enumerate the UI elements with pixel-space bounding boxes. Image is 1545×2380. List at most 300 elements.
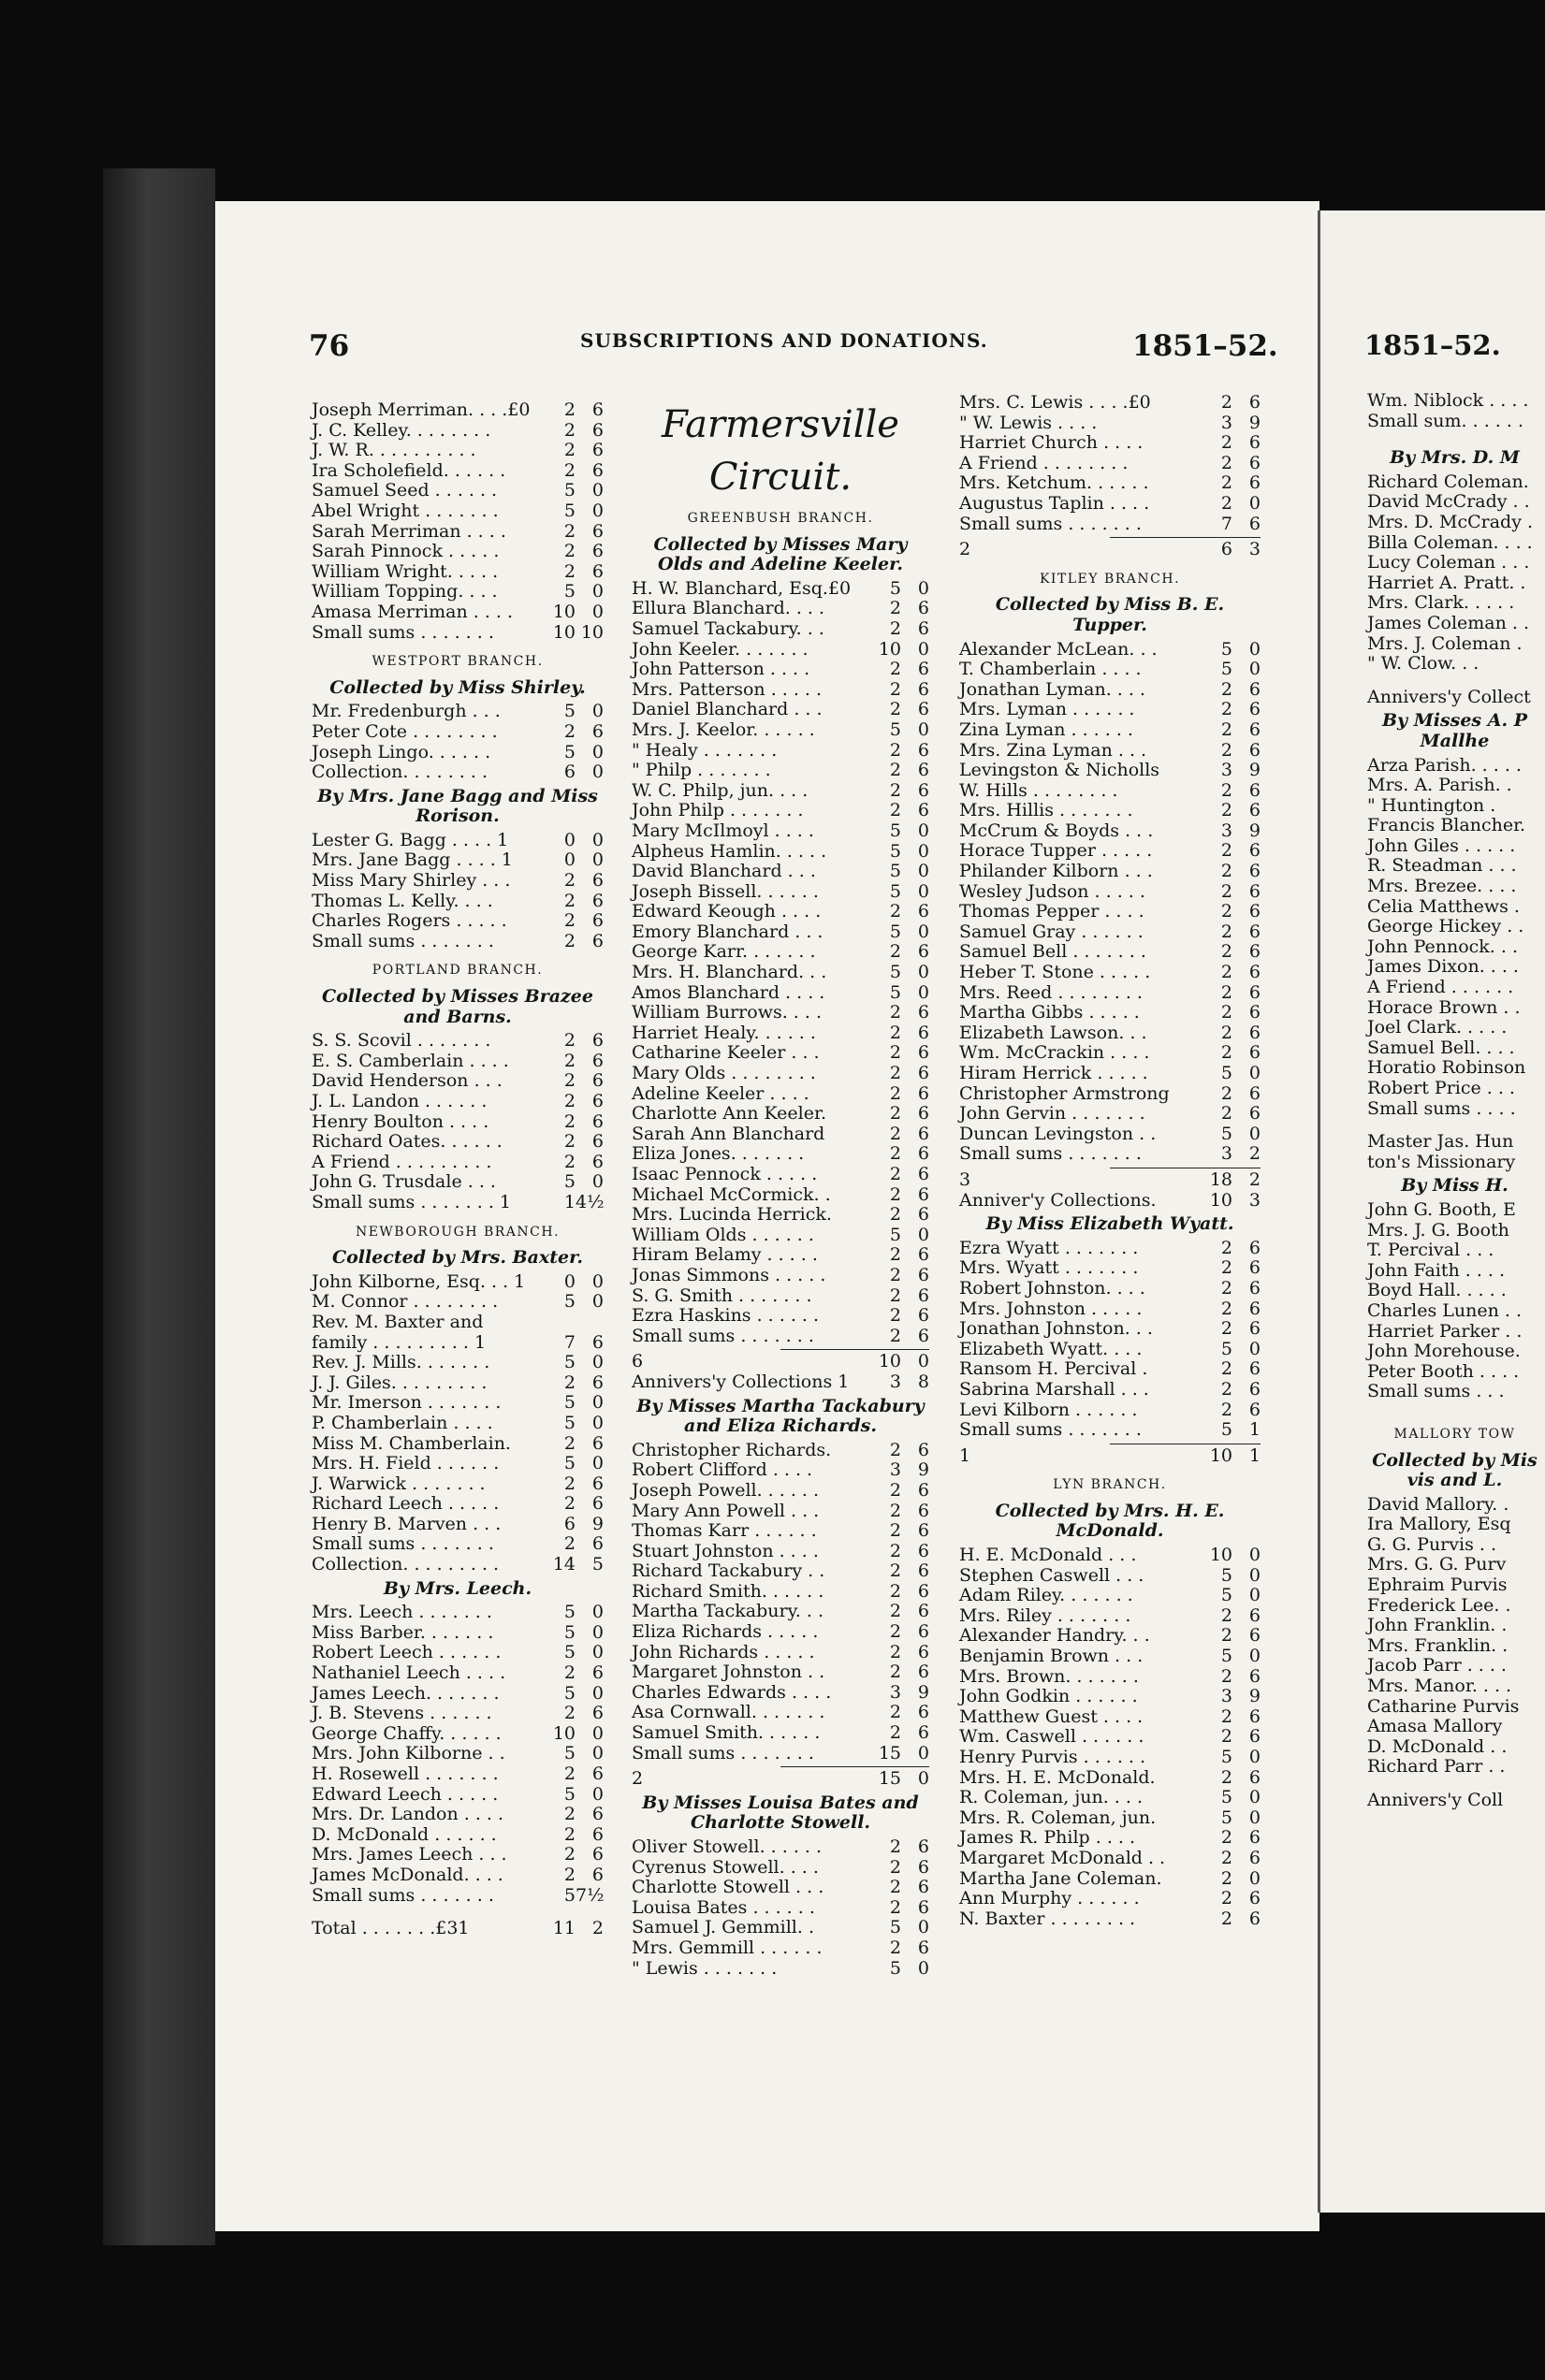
list-item: [1367, 1281, 1542, 1301]
donor-name: Mrs. Jane Bagg . . . . 1: [312, 849, 513, 871]
donor-name: Ira Mallory, Esq: [1367, 1514, 1511, 1535]
amount-pence: 0: [917, 861, 929, 882]
amount-shillings: 2: [889, 1063, 901, 1084]
amount-pence: 6: [591, 1844, 604, 1865]
amount-pence: [1524, 1737, 1542, 1758]
donor-name: McCrum & Boyds . . .: [959, 820, 1154, 841]
amount-shillings: [1507, 1616, 1524, 1636]
amount-pence: 6: [917, 678, 929, 700]
donor-name: Isaac Pennock . . . . .: [632, 1164, 818, 1184]
donor-name: Alexander McLean. . .: [959, 638, 1158, 660]
list-item: [959, 1869, 1261, 1890]
amount-pence: 0: [917, 880, 929, 902]
list-item: [1367, 1058, 1542, 1079]
list-item: [312, 1454, 604, 1474]
list-item: [632, 1602, 929, 1622]
list-item: [312, 850, 604, 871]
donor-name: Small sums . . . . . . .: [632, 1325, 814, 1346]
amount-shillings: 2: [563, 1030, 576, 1052]
list-item: [1367, 1261, 1542, 1282]
amount-pence: 6: [591, 1110, 604, 1132]
amount-shillings: [1486, 654, 1514, 675]
amount-pence: 6: [591, 560, 604, 582]
amount-pence: 6: [917, 659, 929, 680]
amount-pence: 9: [917, 1459, 929, 1481]
donor-name: Boyd Hall. . . . .: [1367, 1280, 1507, 1301]
amount-pence: [1538, 513, 1542, 533]
amount-shillings: [1495, 796, 1519, 817]
amount-shillings: 2: [889, 760, 901, 781]
list-item: [632, 1205, 929, 1226]
list-item: [959, 433, 1261, 454]
collector-line: By Miss H.: [1401, 1175, 1509, 1197]
list-item: [312, 1845, 604, 1865]
amount-shillings: 2: [1220, 1665, 1232, 1687]
list-item: [1367, 688, 1542, 708]
amount-pence: 9: [1248, 412, 1261, 433]
amount-shillings: [1507, 1281, 1524, 1301]
amount-pence: 0: [1248, 638, 1261, 660]
list-item: [312, 1724, 604, 1745]
amount-pence: [1529, 877, 1542, 897]
list-item: [632, 821, 929, 842]
amount-shillings: 3: [889, 1371, 901, 1392]
amount-shillings: [1515, 836, 1528, 857]
collector-line: Collected by Mrs. Baxter.: [331, 1247, 583, 1269]
amount-pence: 0: [591, 741, 604, 762]
amount-pence: 7½: [576, 1884, 605, 1906]
list-item: [1367, 1099, 1542, 1120]
amount-shillings: 2: [889, 1103, 901, 1125]
amount-pence: 6: [917, 1002, 929, 1023]
donor-name: E. S. Camberlain . . . .: [312, 1050, 509, 1071]
list-item: [959, 882, 1261, 903]
amount-pence: [1523, 1382, 1542, 1402]
amount-pence: [1525, 1495, 1542, 1516]
donor-name: John Godkin . . . . . .: [959, 1686, 1138, 1707]
amount-pence: [1524, 1575, 1542, 1596]
amount-pence: 0: [591, 500, 604, 521]
amount-pence: [1523, 1261, 1542, 1282]
amount-pence: 6: [591, 720, 604, 742]
donor-name: Alexander Handry. . .: [959, 1625, 1150, 1647]
amount-shillings: 2: [1220, 901, 1232, 922]
list-item: [632, 1898, 929, 1919]
donor-name: Mrs. C. Lewis . . . .£0: [959, 392, 1151, 413]
amount-pence: 6: [591, 1050, 604, 1071]
donor-name: Joseph Lingo. . . . . .: [312, 741, 491, 762]
amount-pence: 6: [1248, 392, 1261, 413]
donor-name: Heber T. Stone . . . . .: [959, 962, 1151, 983]
donor-name: Mrs. Manor. . . .: [1367, 1676, 1512, 1697]
amount-pence: 6: [591, 870, 604, 892]
amount-pence: 6: [917, 598, 929, 619]
list-item: [959, 1788, 1261, 1808]
amount-pence: 4½: [576, 1191, 605, 1212]
donor-name: Christopher Armstrong: [959, 1082, 1170, 1104]
amount-shillings: 2: [889, 1439, 901, 1460]
donor-name: Stephen Caswell . . .: [959, 1564, 1144, 1586]
list-item: [959, 1359, 1261, 1380]
amount-shillings: 5: [889, 840, 901, 862]
amount-shillings: 5: [889, 718, 901, 740]
donor-name: Thomas Pepper . . . .: [959, 901, 1144, 922]
amount-pence: [1524, 1616, 1542, 1636]
spacer: [1367, 675, 1542, 688]
collector-line: By Misses A. P Mallhe: [1381, 710, 1527, 751]
donor-name: Nathaniel Leech . . . .: [312, 1662, 506, 1684]
amount-pence: 6: [591, 1091, 604, 1111]
list-item: [1367, 1153, 1542, 1173]
donor-name: Adeline Keeler . . . .: [632, 1082, 809, 1104]
amount-shillings: 2: [1220, 1298, 1232, 1319]
donor-name: Horace Brown . .: [1367, 996, 1521, 1018]
amount-pence: 0: [917, 1768, 929, 1790]
list-item: [1367, 1495, 1542, 1516]
donor-name: Robert Leech . . . . . .: [312, 1642, 502, 1663]
column-1: [312, 400, 604, 1939]
list-item: [312, 1643, 604, 1663]
donor-name: Mrs. Riley . . . . . . .: [959, 1604, 1131, 1626]
amount-shillings: 2: [1220, 1237, 1232, 1258]
donor-name: Amasa Merriman . . . .: [312, 601, 514, 622]
amount-shillings: 2: [563, 930, 576, 951]
amount-shillings: 2: [889, 1836, 901, 1857]
list-item: [312, 743, 604, 763]
amount-pence: [1526, 1596, 1542, 1617]
amount-shillings: 2: [563, 1864, 576, 1885]
amount-shillings: 2: [563, 1091, 576, 1111]
list-item: [959, 454, 1261, 474]
list-item: [312, 562, 604, 583]
amount-shillings: 2: [889, 1164, 901, 1184]
donor-name: P. Chamberlain . . . .: [312, 1412, 493, 1433]
donor-name: David Mallory. .: [1367, 1493, 1509, 1515]
amount-pence: 6: [1248, 1827, 1261, 1849]
donor-name: 3: [959, 1168, 971, 1190]
amount-shillings: [1516, 1099, 1529, 1120]
amount-shillings: [1518, 937, 1530, 958]
amount-shillings: 7: [1220, 513, 1232, 534]
list-item: [1367, 998, 1542, 1019]
amount-pence: 0: [591, 1722, 604, 1744]
amount-pence: 0: [591, 1453, 604, 1474]
amount-shillings: 10: [878, 638, 901, 660]
amount-shillings: 5: [1220, 1123, 1232, 1144]
amount-shillings: 2: [1220, 1318, 1232, 1340]
amount-pence: 6: [917, 1877, 929, 1898]
list-item: [959, 862, 1261, 882]
amount-shillings: 5: [563, 581, 576, 602]
amount-pence: 6: [1248, 941, 1261, 963]
list-item: [632, 862, 929, 882]
amount-shillings: 2: [563, 1110, 576, 1132]
donor-name: Peter Cote . . . . . . . .: [312, 720, 498, 742]
list-item: [312, 1031, 604, 1052]
amount-pence: 0: [1248, 1646, 1261, 1667]
list-item: [959, 741, 1261, 762]
donor-name: Samuel J. Gemmill. .: [632, 1917, 814, 1938]
amount-pence: 6: [1248, 1847, 1261, 1868]
amount-pence: 6: [1248, 1766, 1261, 1788]
amount-shillings: 5: [563, 1392, 576, 1414]
amount-shillings: 2: [889, 1520, 901, 1542]
list-item: [632, 1226, 929, 1246]
amount-pence: 6: [917, 1856, 929, 1878]
amount-shillings: 2: [889, 1042, 901, 1064]
list-item: [312, 1434, 604, 1455]
spacer: [1367, 1402, 1542, 1415]
amount-pence: 6: [1248, 1002, 1261, 1023]
amount-shillings: 2: [1220, 1827, 1232, 1849]
list-item: [1367, 1515, 1542, 1535]
donor-name: Harriet Healy. . . . . .: [632, 1022, 816, 1043]
list-item: [312, 1153, 604, 1173]
amount-pence: 6: [591, 930, 604, 951]
donor-name: Small sums . . . . . . .: [312, 621, 494, 643]
amount-pence: 6: [917, 1662, 929, 1683]
amount-pence: 0: [917, 1224, 929, 1245]
donor-name: Asa Cornwall. . . . . . .: [632, 1702, 825, 1723]
page-title: SUBSCRIPTIONS AND DONATIONS.: [580, 329, 988, 352]
list-item: [959, 1606, 1261, 1627]
list-item: [1367, 1636, 1542, 1657]
amount-shillings: 2: [889, 1580, 901, 1602]
list-item: [959, 1340, 1261, 1360]
amount-shillings: 2: [563, 1823, 576, 1845]
list-item: [1367, 634, 1542, 655]
amount-shillings: 2: [1220, 1908, 1232, 1929]
amount-shillings: 2: [889, 1325, 901, 1346]
amount-shillings: 2: [1220, 800, 1232, 821]
list-item: [632, 1703, 929, 1723]
list-item: [632, 1542, 929, 1562]
amount-pence: 6: [591, 910, 604, 932]
amount-shillings: 2: [889, 739, 901, 761]
amount-pence: 6: [591, 440, 604, 461]
amount-pence: 6: [1248, 1358, 1261, 1380]
amount-shillings: 2: [1220, 739, 1232, 761]
donor-name: James Coleman . .: [1367, 612, 1530, 633]
donor-name: family . . . . . . . . . 1: [312, 1331, 487, 1353]
amount-shillings: 2: [889, 598, 901, 619]
amount-pence: 6: [1248, 981, 1261, 1003]
amount-pence: [1523, 1757, 1542, 1778]
list-item: [1367, 1342, 1542, 1362]
donor-name: Samuel Bell. . . .: [1367, 1037, 1515, 1058]
amount-pence: [1528, 593, 1542, 614]
list-item: [632, 1372, 929, 1393]
amount-shillings: [1523, 634, 1533, 655]
list-item: [959, 983, 1261, 1004]
list-item: [632, 1245, 929, 1266]
amount-pence: 10: [580, 621, 604, 643]
donor-name: James R. Philp . . . .: [959, 1827, 1136, 1849]
list-item: [959, 1299, 1261, 1320]
donor-name: Mrs. Leech . . . . . . .: [312, 1602, 492, 1623]
list-item: [959, 1586, 1261, 1606]
list-item: [312, 1292, 604, 1313]
amount-shillings: [1494, 1241, 1518, 1261]
spacer: [312, 1906, 604, 1919]
donor-name: Joseph Powell. . . . . .: [632, 1479, 820, 1501]
branch-heading: GREENBUSH BRANCH.: [687, 511, 874, 526]
list-item: [632, 1144, 929, 1165]
amount-shillings: 10: [552, 621, 576, 643]
donor-name: Thomas Karr . . . . . .: [632, 1520, 817, 1542]
list-item: [959, 640, 1261, 660]
list-item: [312, 892, 604, 912]
donor-name: James Dixon. . . .: [1367, 956, 1519, 978]
amount-pence: [1529, 1099, 1542, 1120]
list-item: [312, 441, 604, 461]
amount-shillings: [1509, 1495, 1525, 1516]
list-item: [1367, 776, 1542, 796]
list-item: [312, 481, 604, 501]
donor-name: Jacob Parr . . . .: [1367, 1655, 1507, 1676]
subtotal-rule: [780, 1349, 929, 1350]
amount-shillings: 5: [889, 1917, 901, 1938]
amount-pence: [1523, 1717, 1542, 1737]
list-item: [1367, 614, 1542, 634]
amount-pence: 2: [1248, 1168, 1261, 1190]
list-item: [959, 841, 1261, 862]
list-item: [632, 942, 929, 963]
amount-shillings: 2: [889, 1540, 901, 1561]
list-item: [959, 1768, 1261, 1789]
amount-pence: 6: [917, 699, 929, 720]
donor-name: Richard Leech . . . . .: [312, 1493, 500, 1515]
list-item: [632, 1938, 929, 1959]
donor-name: Mrs. H. Field . . . . . .: [312, 1453, 500, 1474]
list-item: [632, 1306, 929, 1327]
amount-pence: [1532, 756, 1542, 776]
amount-pence: [1525, 1636, 1542, 1657]
donor-name: Joseph Merriman. . . .£0: [312, 399, 531, 420]
donor-name: " Lewis . . . . . . .: [632, 1957, 778, 1979]
amount-pence: [1531, 1697, 1542, 1718]
list-item: [312, 871, 604, 892]
donor-name: Horace Tupper . . . . .: [959, 840, 1153, 862]
amount-shillings: [1522, 756, 1532, 776]
donor-name: William Wright. . . . .: [312, 560, 499, 582]
amount-pence: 6: [917, 779, 929, 801]
amount-shillings: 5: [889, 577, 901, 599]
donor-name: Charles Rogers . . . . .: [312, 910, 507, 932]
list-item: [959, 1043, 1261, 1064]
amount-pence: 6: [1248, 678, 1261, 700]
amount-pence: 9: [1248, 1686, 1261, 1707]
amount-shillings: 2: [1220, 921, 1232, 942]
donor-name: Augustus Taplin . . . .: [959, 492, 1150, 514]
amount-shillings: [1515, 1153, 1528, 1173]
amount-pence: 0: [917, 638, 929, 660]
amount-pence: [1529, 856, 1542, 877]
donor-name: Elizabeth Wyatt. . . .: [959, 1338, 1143, 1359]
amount-shillings: [1525, 573, 1534, 594]
donor-name: Emory Blanchard . . .: [632, 921, 824, 942]
donor-name: Arza Parish. . . . .: [1367, 754, 1522, 776]
amount-shillings: 14: [552, 1554, 576, 1575]
amount-pence: [1536, 614, 1542, 634]
amount-pence: 6: [917, 1305, 929, 1327]
amount-pence: 6: [591, 541, 604, 562]
amount-shillings: 5: [889, 880, 901, 902]
spacer: [1367, 1778, 1542, 1791]
amount-shillings: [1523, 412, 1533, 432]
amount-shillings: [1519, 957, 1531, 978]
amount-pence: 6: [917, 1540, 929, 1561]
amount-pence: 0: [591, 1621, 604, 1643]
amount-shillings: 10: [1209, 1189, 1232, 1211]
donor-name: Eliza Jones. . . . . . .: [632, 1143, 805, 1165]
donor-name: Lucy Coleman . . .: [1367, 552, 1530, 573]
amount-shillings: 2: [1220, 432, 1232, 454]
amount-pence: [1534, 816, 1542, 836]
list-item: [959, 1748, 1261, 1768]
amount-shillings: 2: [889, 1022, 901, 1043]
donor-name: Mrs. Wyatt . . . . . . .: [959, 1257, 1139, 1279]
amount-shillings: 5: [1220, 1338, 1232, 1359]
donor-name: Samuel Gray . . . . . .: [959, 921, 1144, 942]
list-item: [312, 400, 604, 421]
donor-name: J. W. R. . . . . . . . . .: [312, 440, 476, 461]
subtotal-rule: [780, 1766, 929, 1767]
amount-shillings: 5: [563, 500, 576, 521]
donor-name: Miss M. Chamberlain.: [312, 1432, 511, 1454]
list-item: [1367, 1038, 1542, 1059]
amount-shillings: [1529, 614, 1536, 634]
list-item: [632, 1837, 929, 1858]
list-item: [1367, 1241, 1542, 1261]
amount-pence: 6: [917, 1284, 929, 1306]
amount-pence: 0: [591, 1171, 604, 1193]
amount-shillings: 5: [1220, 1419, 1232, 1441]
donor-name: John Richards . . . . .: [632, 1641, 815, 1662]
amount-shillings: [1511, 1676, 1526, 1697]
amount-pence: 6: [1248, 1257, 1261, 1279]
donor-name: Small sum. . . . . .: [1367, 410, 1523, 431]
list-item: [959, 393, 1261, 414]
amount-pence: 3: [1248, 539, 1261, 560]
amount-pence: [1532, 634, 1542, 655]
amount-shillings: 2: [563, 720, 576, 742]
amount-pence: 6: [917, 1244, 929, 1266]
donor-name: " W. Lewis . . . .: [959, 412, 1098, 433]
amount-pence: 6: [1248, 1625, 1261, 1647]
amount-pence: 6: [1248, 840, 1261, 862]
donor-name: Mrs. Lucinda Herrick.: [632, 1204, 832, 1226]
amount-shillings: 2: [889, 1702, 901, 1723]
amount-shillings: 0: [563, 849, 576, 871]
amount-pence: 0: [591, 601, 604, 622]
list-item: [632, 1723, 929, 1744]
donor-name: Miss Mary Shirley . . .: [312, 870, 511, 892]
donor-name: Collection. . . . . . . .: [312, 762, 488, 783]
amount-pence: 6: [1248, 1022, 1261, 1043]
donor-name: Sarah Pinnock . . . . .: [312, 541, 500, 562]
donor-name: Mary Ann Powell . . .: [632, 1500, 820, 1521]
amount-pence: [1519, 1535, 1542, 1556]
donor-name: Sarah Merriman . . . .: [312, 520, 506, 542]
amount-pence: [1531, 897, 1542, 918]
amount-pence: 6: [1248, 1277, 1261, 1299]
amount-pence: 6: [591, 1804, 604, 1825]
amount-pence: 6: [1248, 739, 1261, 761]
donor-name: Daniel Blanchard . . .: [632, 699, 823, 720]
amount-shillings: 5: [889, 861, 901, 882]
list-item: [312, 522, 604, 543]
